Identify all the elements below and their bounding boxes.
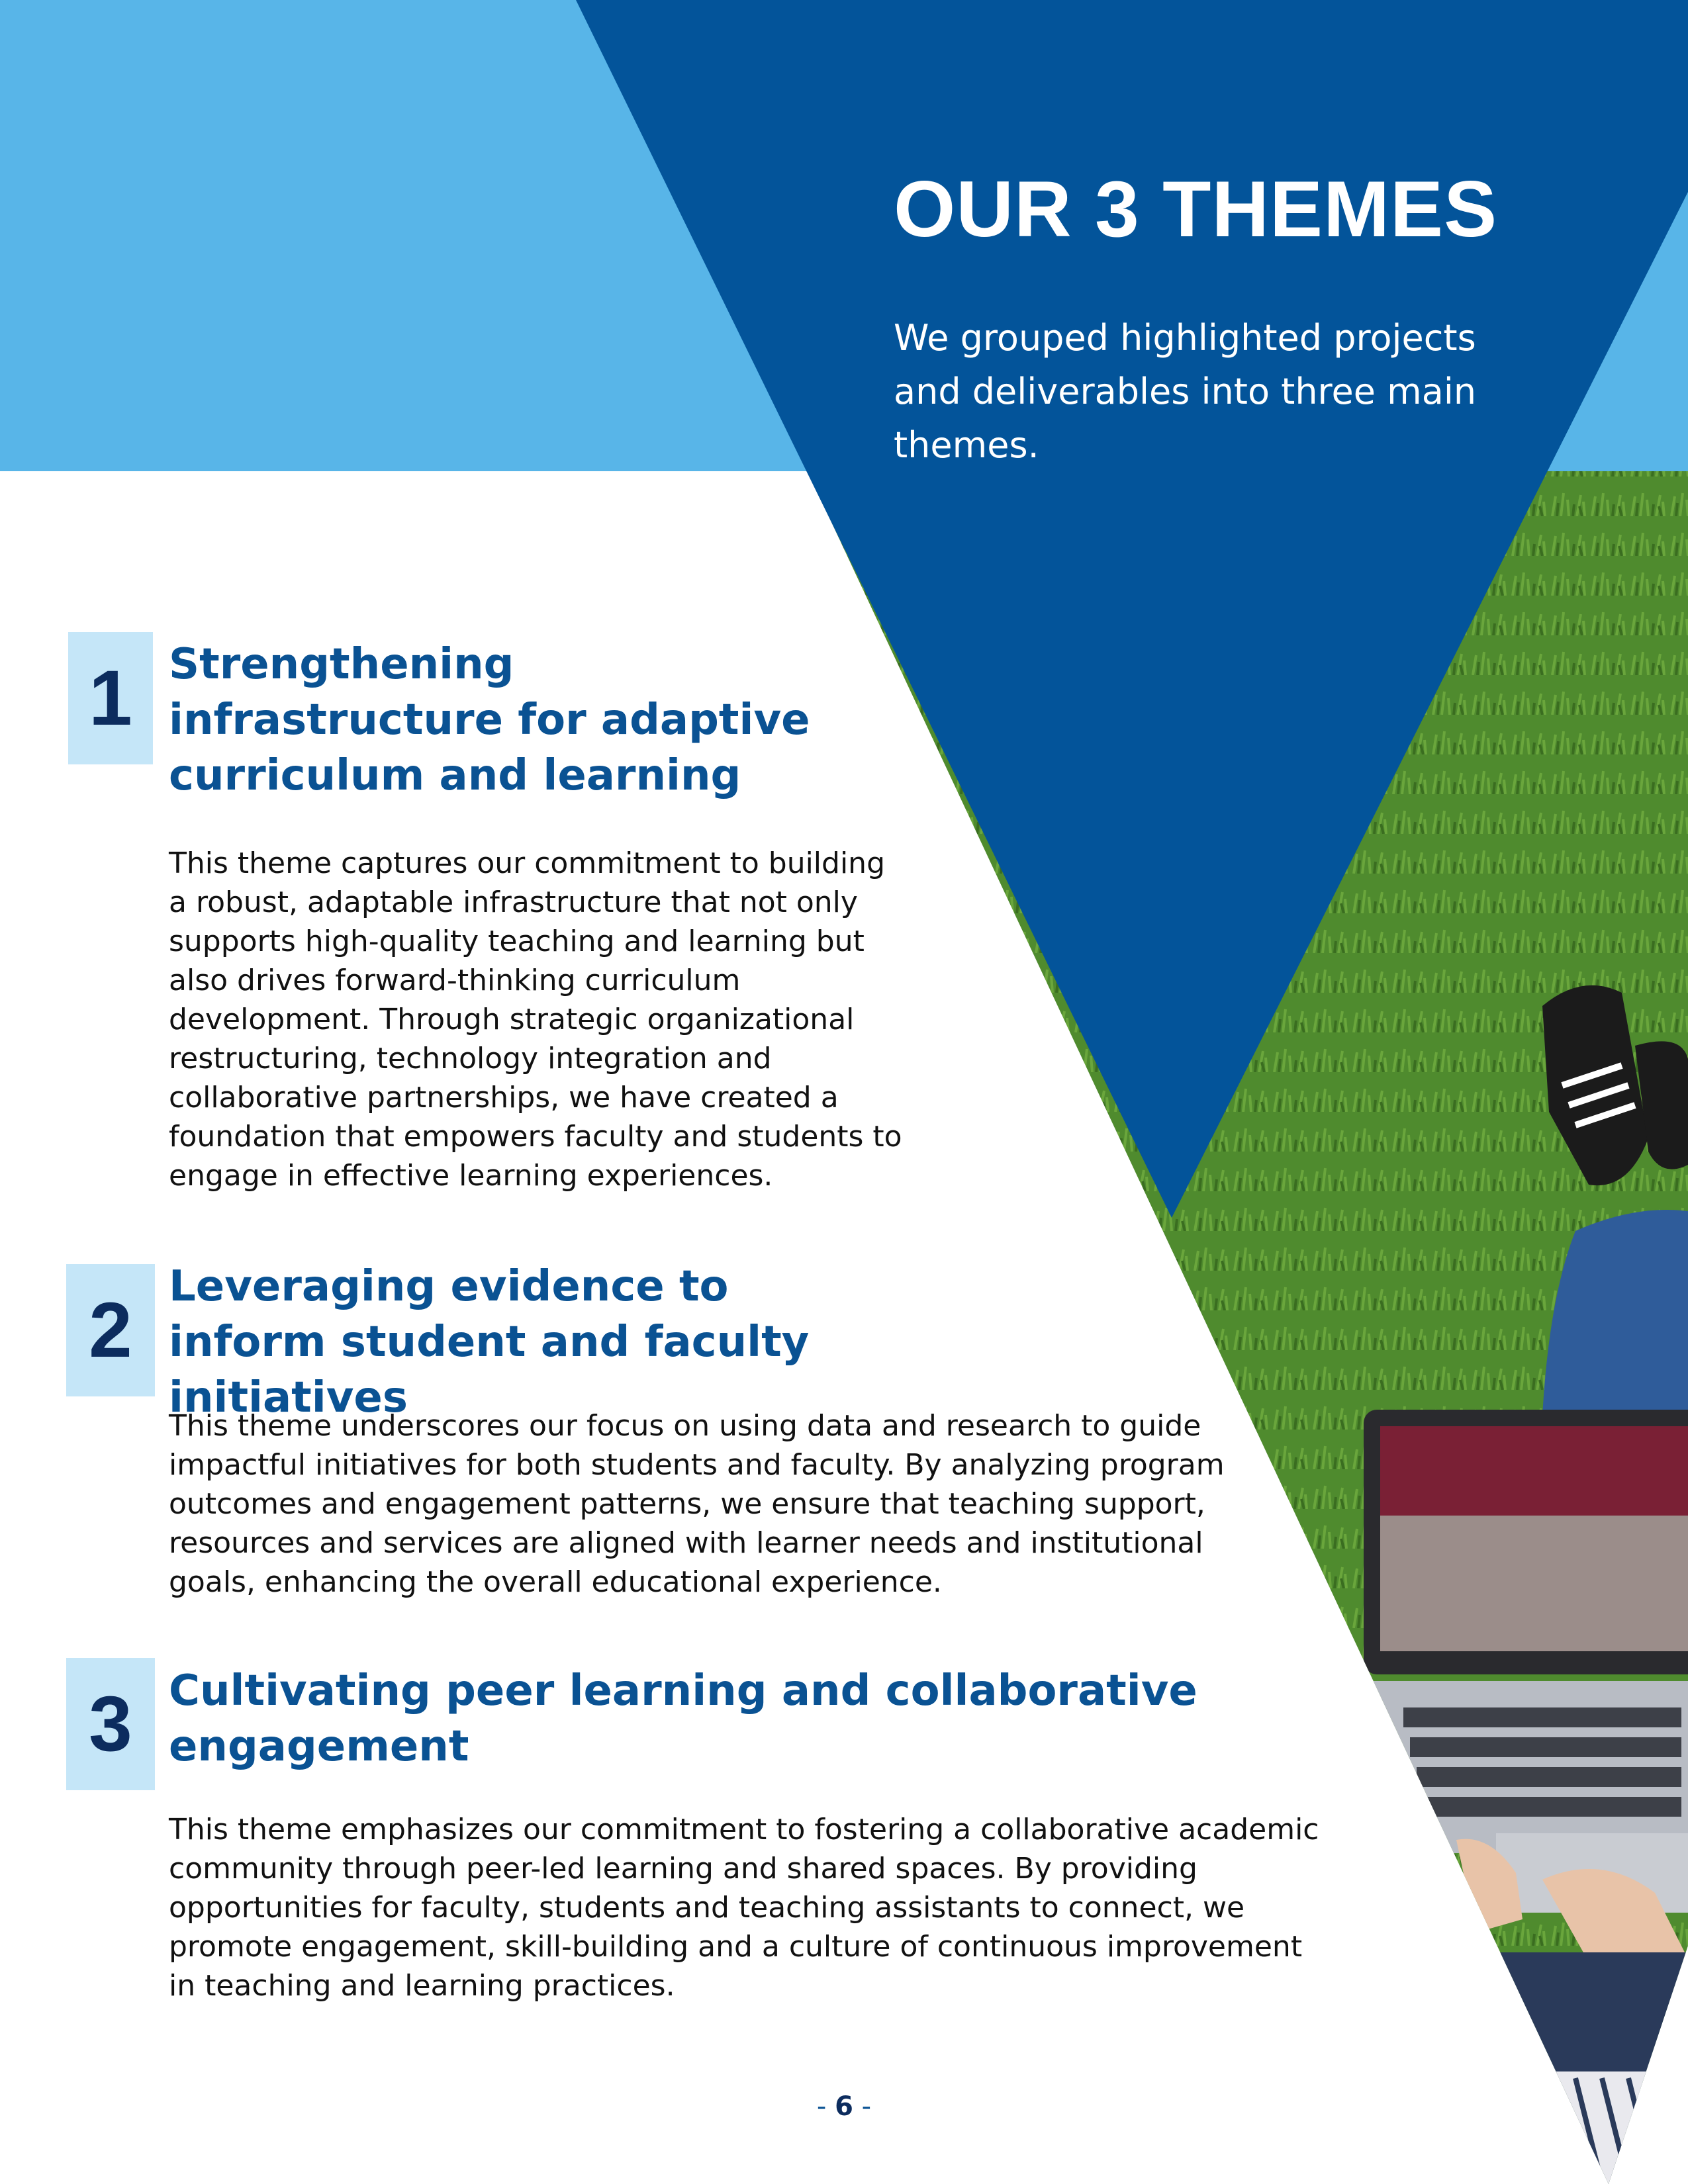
theme-2-body: This theme underscores our focus on using data and research to guide impactful initiatives for both students and faculty. By analyzing program outcomes and engagement patterns, we ensure that teaching support, resources and services are aligned with learner needs and institutional goals, enhancing the overall educational experience. bbox=[169, 1409, 1225, 1599]
theme-3-heading: Cultivating peer learning and collaborative engagement bbox=[169, 1666, 1197, 1771]
theme-3-body: This theme emphasizes our commitment to fostering a collaborative academic community through peer-led learning and shared spaces. By providing opportunities for faculty, students and teaching assistants to connect, we promote engagement, skill-building and a culture of continuous improvement in teaching and learning practices. bbox=[169, 1813, 1319, 2003]
page-title: OUR 3 THEMES bbox=[894, 165, 1498, 253]
page-number bbox=[0, 2091, 1688, 2122]
theme-number-3: 3 bbox=[66, 1658, 155, 1790]
page-subtitle: We grouped highlighted projects and deliverables into three main themes. bbox=[894, 317, 1477, 466]
theme-1-body: This theme captures our commitment to building a robust, adaptable infrastructure that not only supports high-quality teaching and learning but also drives forward-thinking curriculum development. Through strategic organizational restructuring, technology integration and collaborative partnerships, we have created a foundation that empowers faculty and students to engage in effective learning experiences. bbox=[169, 846, 902, 1193]
theme-1-heading: Strengthening infrastructure for adaptive curriculum and learning bbox=[169, 640, 810, 800]
theme-2-heading: Leveraging evidence to inform student and faculty initiatives bbox=[169, 1262, 810, 1422]
page-number-dash-right: - bbox=[861, 2091, 872, 2122]
page-number-dash-left: - bbox=[816, 2091, 827, 2122]
theme-number-1: 1 bbox=[68, 632, 153, 764]
page-number-value: 6 bbox=[835, 2091, 853, 2122]
theme-number-2: 2 bbox=[66, 1264, 155, 1396]
